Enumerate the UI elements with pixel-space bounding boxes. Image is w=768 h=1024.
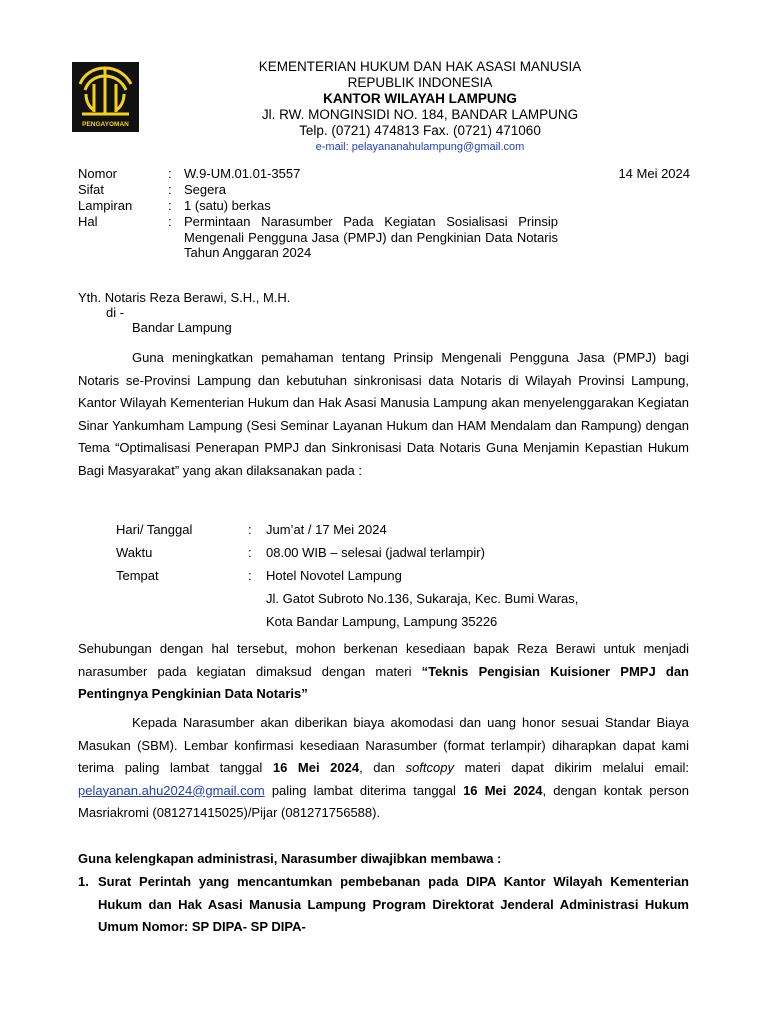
request-topic: “Teknis Pengisian Kuisioner PMPJ dan Pentingnya Pengkinian Data Notaris” xyxy=(78,663,689,701)
request-text: Sehubungan dengan hal tersebut, mohon berkenan kesediaan bapak Reza Berawi untuk menjadi narasumber pada kegiatan dimaksud dengan materi xyxy=(78,641,689,679)
lampiran-colon: : xyxy=(168,198,172,213)
nomor-colon: : xyxy=(168,166,172,181)
paragraph-intro: Guna meningkatkan pemahaman tentang Prinsip Mengenali Pengguna Jasa (PMPJ) bagi Notaris se-Provinsi Lampung dan kebutuhan sinkronisasi data Notaris di Wilayah Provinsi Lampung, Kantor Wilayah Kementerian Hukum dan Hak Asasi Manusia Lampung akan menyelenggarakan Kegiatan Sinar Yankumham Lampung (Sesi Seminar Layanan Hukum dan HAM Mendalam dan Rampung) dengan Tema “Optimalisasi Penerapan PMPJ dan Sinkronisasi Data Notaris Guna Menjamin Kepastian Hukum Bagi Masyarakat” yang akan dilaksanakan pada : xyxy=(78,350,689,478)
list-item-1: Surat Perintah yang mencantumkan pembebanan pada DIPA Kantor Wilayah Kementerian Hukum dan Hak Asasi Manusia Lampung Program Direktorat Jenderal Administrasi Hukum Umum Nomor: SP DIPA- SP DIPA- xyxy=(98,874,689,934)
office-address: Jl. RW. MONGINSIDI NO. 184, BANDAR LAMPUNG xyxy=(261,107,579,122)
office-name: KANTOR WILAYAH LAMPUNG xyxy=(323,91,517,106)
pengayoman-emblem-icon xyxy=(72,62,139,132)
letter-date: 14 Mei 2024 xyxy=(618,166,690,181)
recipient-di: di - xyxy=(106,305,125,320)
honorarium-text-c: materi dapat dikirim melalui email: xyxy=(453,760,689,775)
logo-caption: PENGAYOMAN xyxy=(82,121,129,128)
event-day-colon: : xyxy=(248,522,252,537)
office-phone: Telp. (0721) 474813 Fax. (0721) 471060 xyxy=(299,123,541,138)
office-email: e-mail: pelayananahulampung@gmail.com xyxy=(315,141,525,153)
pengayoman-logo xyxy=(72,62,139,132)
sifat-label: Sifat xyxy=(78,182,105,197)
honorarium-text-e: , dengan kontak person Masriakromi (081271415025)/Pijar (081271756588). xyxy=(78,782,689,820)
letterhead xyxy=(140,59,700,155)
ministry-name: KEMENTERIAN HUKUM DAN HAK ASASI MANUSIA xyxy=(258,59,582,74)
honorarium-text-a: Kepada Narasumber akan diberikan biaya akomodasi dan uang honor sesuai Standar Biaya Masukan (SBM). Lembar konfirmasi kesediaan Narasumber (format terlampir) diharapkan dapat kami terima paling lambat tanggal xyxy=(78,715,689,775)
honorarium-text-b: , dan xyxy=(359,760,406,775)
paragraph-request xyxy=(78,638,689,706)
hal-label: Hal xyxy=(78,214,98,229)
recipient-city: Bandar Lampung xyxy=(132,320,232,335)
email-link[interactable]: pelayanan.ahu2024@gmail.com xyxy=(78,782,265,798)
event-place-colon: : xyxy=(248,568,252,583)
hal-value: Permintaan Narasumber Pada Kegiatan Sosialisasi Prinsip Mengenali Pengguna Jasa (PMPJ) dan Pengkinian Data Notaris Tahun Anggaran 2024 xyxy=(184,214,558,260)
lampiran-label: Lampiran xyxy=(78,198,133,213)
deadline-date-1: 16 Mei 2024 xyxy=(272,760,360,775)
softcopy-term: softcopy xyxy=(405,760,454,775)
event-address-line1: Jl. Gatot Subroto No.136, Sukaraja, Kec. Bumi Waras, xyxy=(266,591,579,606)
paragraph-honorarium xyxy=(78,712,689,825)
honorarium-text-d: paling lambat diterima tanggal xyxy=(264,782,464,798)
event-time-label: Waktu xyxy=(116,545,153,560)
event-place-value: Hotel Novotel Lampung xyxy=(266,568,402,583)
event-address-line2: Kota Bandar Lampung, Lampung 35226 xyxy=(266,614,498,629)
lampiran-value: 1 (satu) berkas xyxy=(184,198,271,213)
hal-colon: : xyxy=(168,214,172,229)
event-time-colon: : xyxy=(248,545,252,560)
list-item-number: 1. xyxy=(78,874,89,889)
sifat-colon: : xyxy=(168,182,172,197)
event-time-value: 08.00 WIB – selesai (jadwal terlampir) xyxy=(266,545,485,560)
event-day-label: Hari/ Tanggal xyxy=(116,522,193,537)
nomor-value: W.9-UM.01.01-3557 xyxy=(184,166,301,181)
recipient-name: Yth. Notaris Reza Berawi, S.H., M.H. xyxy=(78,290,291,305)
event-place-label: Tempat xyxy=(116,568,159,583)
republic-name: REPUBLIK INDONESIA xyxy=(347,75,493,90)
paragraph-requirements: Guna kelengkapan administrasi, Narasumber diwajibkan membawa : xyxy=(78,851,502,866)
deadline-date-2: 16 Mei 2024 xyxy=(463,782,543,798)
event-day-value: Jum’at / 17 Mei 2024 xyxy=(266,522,387,537)
sifat-value: Segera xyxy=(184,182,226,197)
nomor-label: Nomor xyxy=(78,166,118,181)
